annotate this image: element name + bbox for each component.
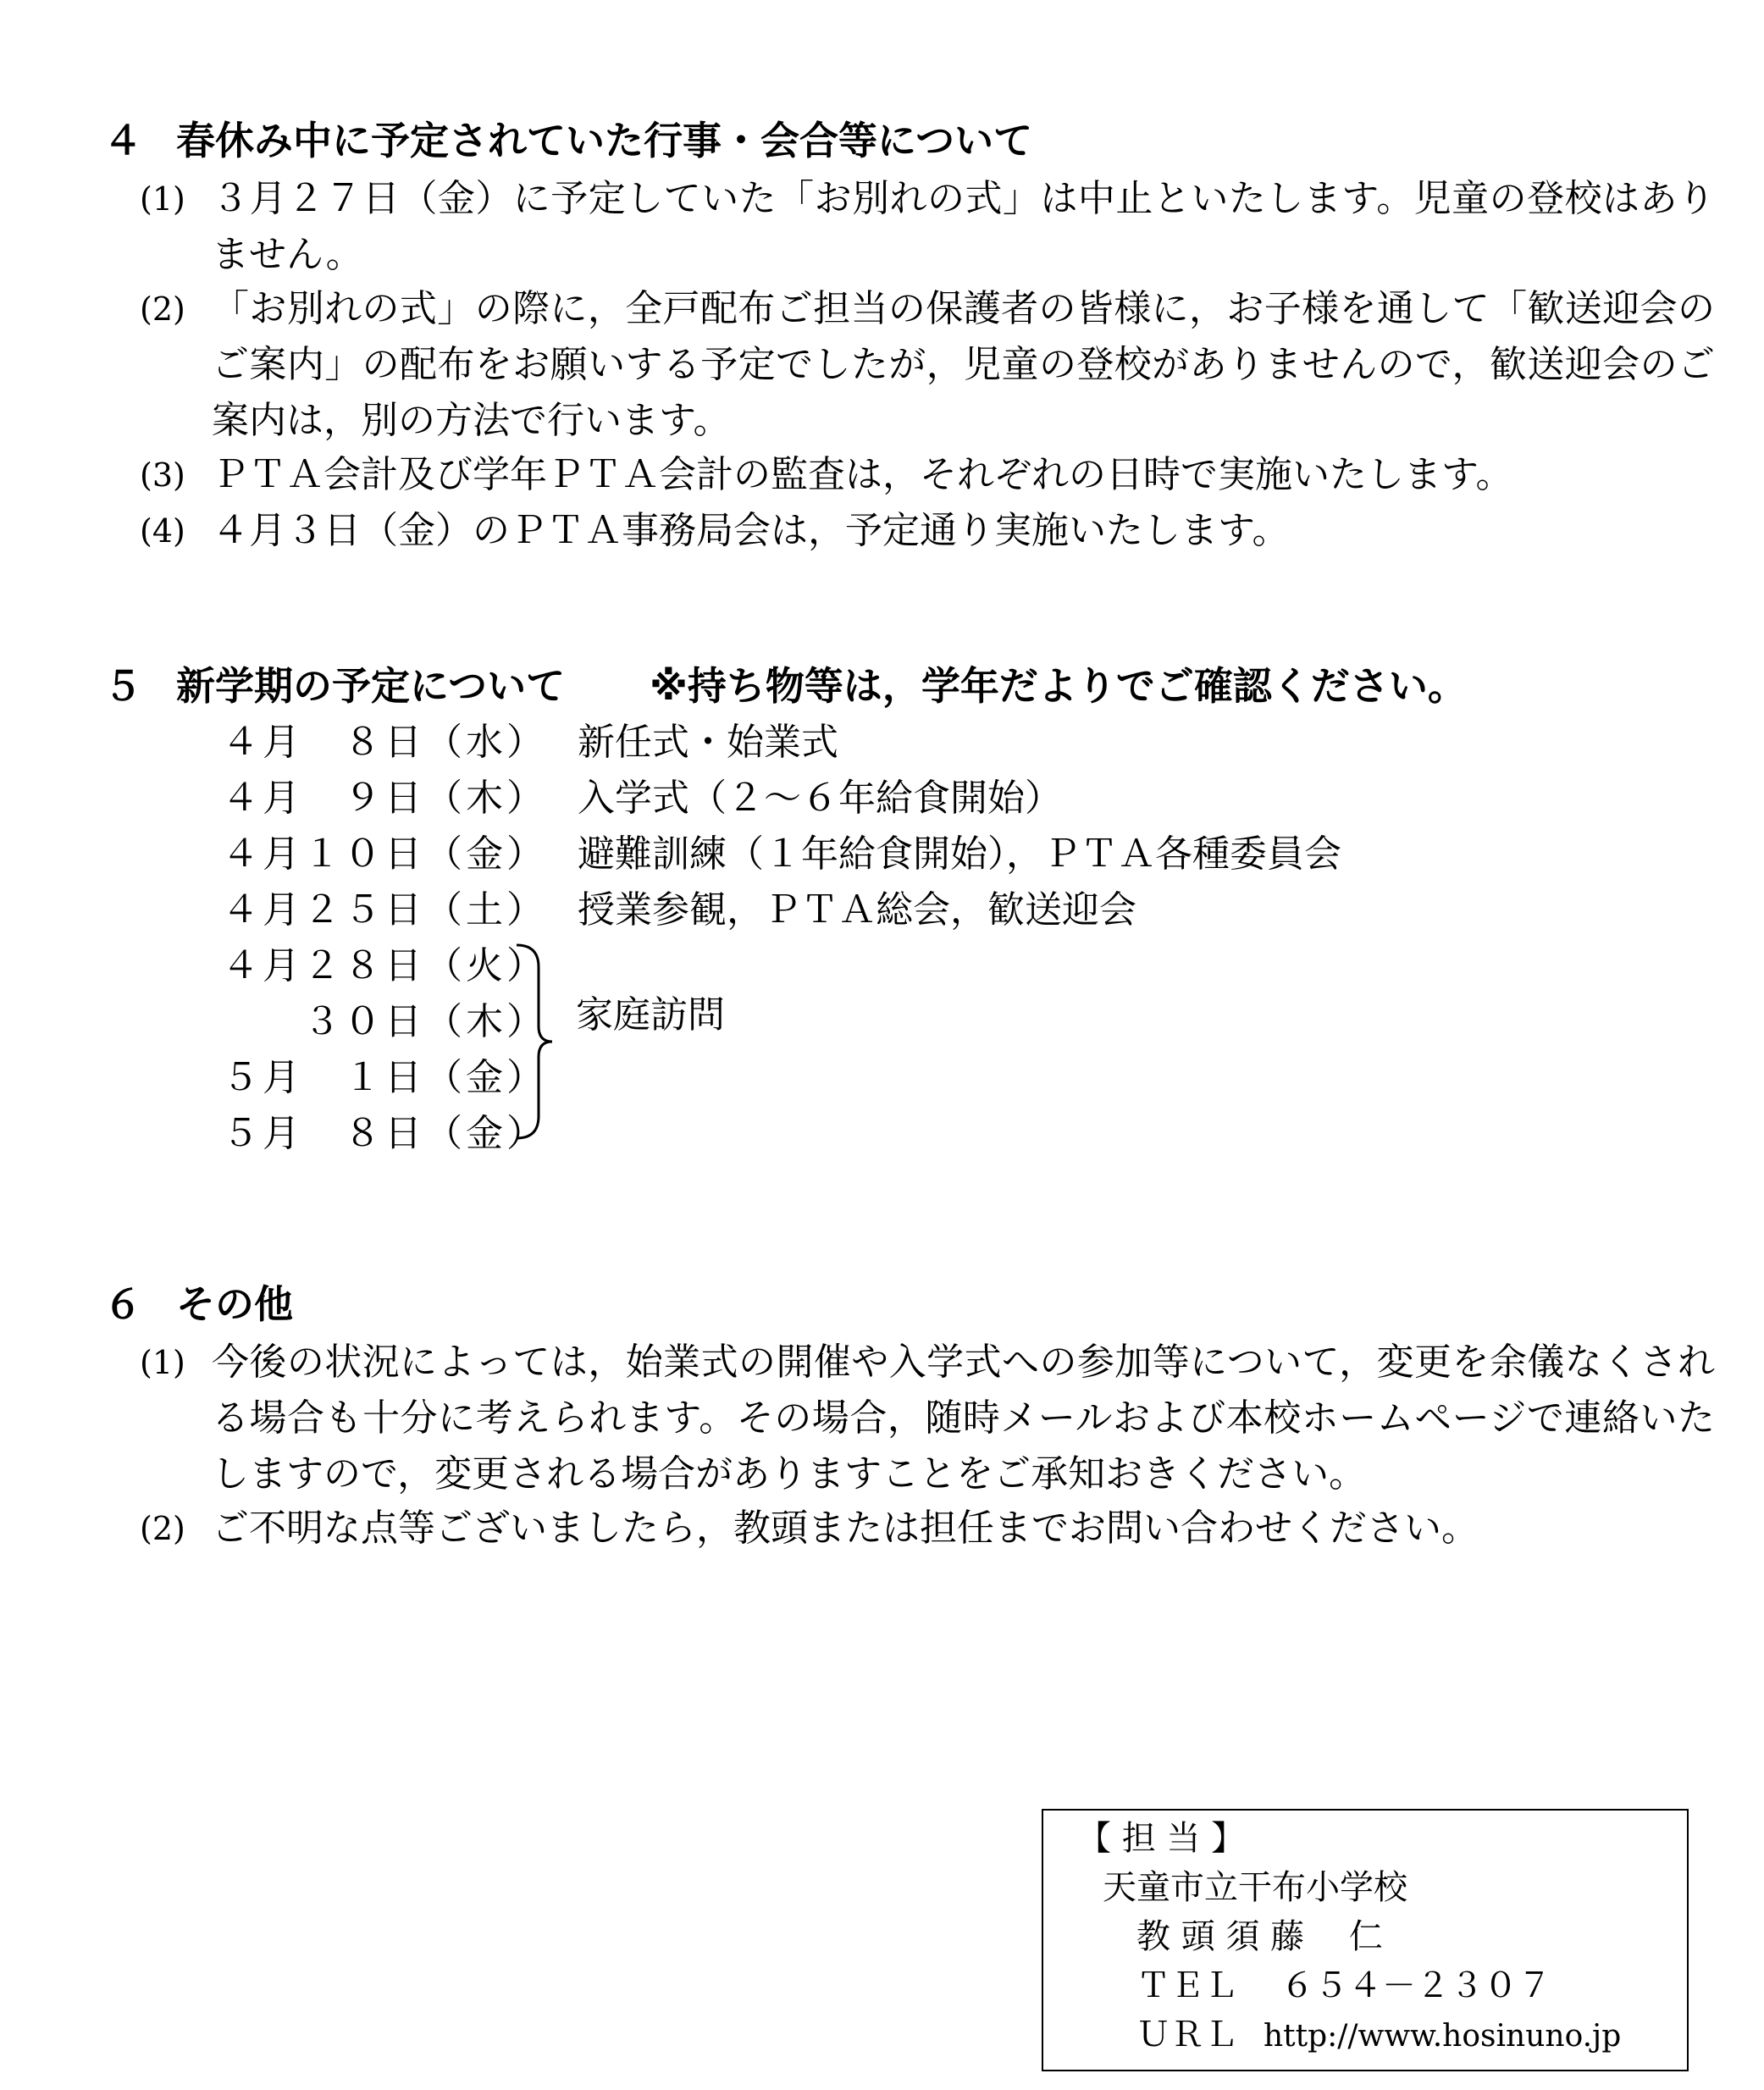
url-link[interactable]: http://www.hosinuno.jp (1264, 2019, 1622, 2054)
schedule-row (222, 715, 838, 771)
item-number: (2) (140, 1510, 185, 1547)
school-name: 天童市立干布小学校 (1103, 1868, 1407, 1907)
schedule-event: 新任式・始業式 (578, 721, 838, 764)
section-6-item-1 (140, 1335, 1715, 1502)
section-6-item-2 (140, 1501, 1715, 1556)
item-text: 今後の状況によっては，始業式の開催や入学式への参加等について，変更を余儀なくされる場合も十分に考えられます。その場合，随時メールおよび本校ホームページで連絡いたしますので，変更される場合がありますことをご承知おきください。 (212, 1341, 1715, 1496)
item-number: (1) (140, 1344, 185, 1381)
section-number: ４ (103, 118, 142, 163)
url-line (1136, 2012, 1621, 2060)
tel-line (1136, 1963, 1551, 2009)
home-visit-date: ４月２８日（火） (222, 944, 547, 987)
item-text: 「お別れの式」の際に，全戸配布ご担当の保護者の皆様に，お子様を通して「歓送迎会のご案内」の配布をお願いする予定でしたが，児童の登校がありませんので，歓送迎会のご案内は，別の方法で行います。 (212, 287, 1715, 442)
contact-box (1042, 1809, 1689, 2071)
item-number: (4) (140, 512, 185, 550)
contact-person: 教 頭 須 藤 仁 (1136, 1917, 1383, 1956)
section-title: 春休み中に予定されていた行事・会合等について (176, 118, 1033, 163)
section-4-heading (103, 115, 1032, 166)
section-4-item-1 (140, 171, 1715, 283)
schedule-date: ４月 ８日（水） (222, 721, 547, 764)
section-4-item-2 (140, 281, 1715, 449)
schedule-event: 入学式（２～６年給食開始） (578, 777, 1062, 820)
tel-number: ６５４－２３０７ (1280, 1966, 1551, 2005)
section-4-item-3 (140, 447, 1715, 503)
section-title: 新学期の予定について (176, 663, 566, 709)
section-number: ６ (103, 1281, 142, 1327)
schedule-date: ４月１０日（金） (222, 832, 547, 876)
section-number: ５ (103, 663, 142, 709)
item-text: ４月３日（金）のＰＴＡ事務局会は，予定通り実施いたします。 (212, 509, 1290, 552)
home-visit-date: ５月 ８日（金） (222, 1112, 547, 1155)
section-5-heading (103, 661, 1467, 711)
item-number: (1) (140, 180, 185, 218)
home-visit-event: 家庭訪問 (576, 993, 725, 1037)
section-6-heading (103, 1279, 293, 1330)
brace-icon (513, 942, 556, 1142)
schedule-row (222, 771, 1062, 827)
url-label: ＵＲＬ (1136, 2015, 1238, 2054)
section-note: ※持ち物等は，学年だよりでご確認ください。 (650, 663, 1467, 709)
schedule-row (222, 882, 1136, 938)
item-number: (2) (140, 290, 185, 328)
schedule-date: ４月 ９日（木） (222, 777, 547, 820)
home-visit-date: ３０日（木） (303, 1000, 547, 1043)
schedule-row (222, 827, 1341, 882)
home-visit-date: ５月 １日（金） (222, 1056, 547, 1099)
item-text: ＰＴＡ会計及び学年ＰＴＡ会計の監査は，それぞれの日時で実施いたします。 (212, 453, 1513, 496)
tel-label: ＴＥＬ (1136, 1966, 1238, 2005)
schedule-event: 授業参観，ＰＴＡ総会，歓送迎会 (578, 888, 1136, 932)
item-number: (3) (140, 456, 185, 494)
schedule-event: 避難訓練（１年給食開始），ＰＴＡ各種委員会 (578, 832, 1341, 876)
section-title: その他 (176, 1281, 293, 1327)
item-text: ３月２７日（金）に予定していた「お別れの式」は中止といたします。児童の登校はありません。 (212, 177, 1715, 276)
section-4-item-4 (140, 503, 1715, 559)
contact-heading: 【 担 当 】 (1077, 1819, 1246, 1858)
item-text: ご不明な点等ございましたら，教頭または担任までお問い合わせください。 (212, 1507, 1479, 1550)
schedule-date: ４月２５日（土） (222, 888, 547, 932)
